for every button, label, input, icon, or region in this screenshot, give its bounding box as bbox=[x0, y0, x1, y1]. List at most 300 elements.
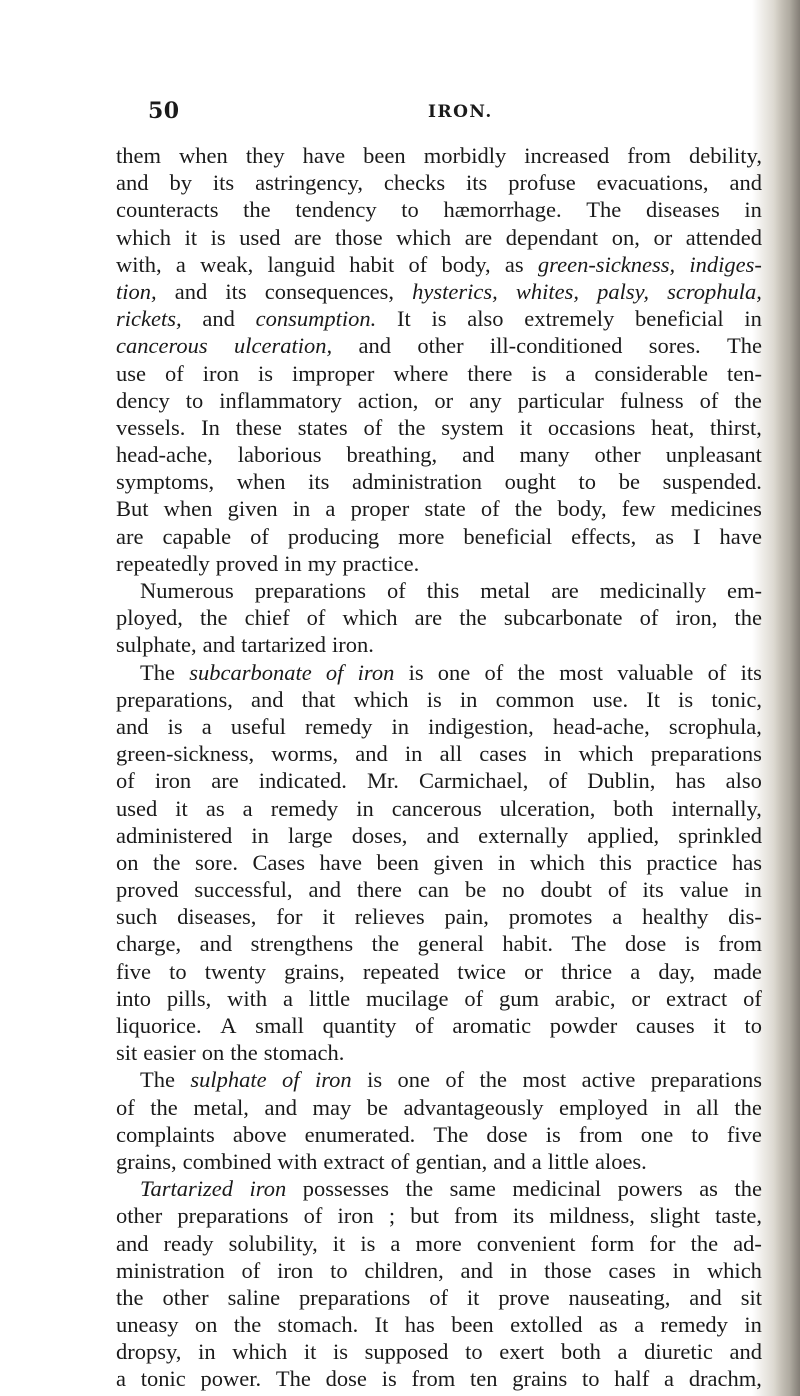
word: other bbox=[594, 442, 641, 468]
word: the bbox=[398, 414, 426, 440]
text-line bbox=[116, 659, 762, 686]
word: is bbox=[333, 1339, 349, 1365]
word: few bbox=[621, 496, 656, 522]
word: when bbox=[236, 469, 286, 495]
word: both bbox=[560, 1339, 601, 1365]
word: and bbox=[264, 1094, 297, 1120]
word: one bbox=[397, 1067, 430, 1093]
word: employed bbox=[559, 1094, 648, 1120]
word: is bbox=[426, 686, 442, 712]
word: suspended. bbox=[662, 469, 762, 495]
word: given bbox=[433, 849, 484, 875]
italic-word: whites, bbox=[515, 278, 580, 304]
word: its bbox=[308, 469, 330, 495]
word: in bbox=[198, 1339, 216, 1365]
word: in bbox=[391, 713, 410, 739]
word: and bbox=[462, 442, 495, 468]
word: be bbox=[618, 469, 640, 495]
word: other bbox=[162, 1284, 209, 1310]
word: common bbox=[495, 686, 575, 712]
word: a bbox=[390, 1230, 401, 1256]
text-line bbox=[116, 713, 762, 740]
word: is bbox=[408, 659, 424, 685]
word: ministration bbox=[116, 1257, 225, 1283]
word: has bbox=[404, 1312, 435, 1338]
word: in bbox=[672, 1257, 691, 1283]
text-line bbox=[116, 1202, 762, 1229]
word: medicinal bbox=[512, 1176, 602, 1202]
word: there bbox=[467, 360, 513, 386]
word: or bbox=[631, 985, 651, 1011]
word: from bbox=[454, 1203, 498, 1229]
word: in bbox=[356, 795, 374, 821]
word: It bbox=[646, 686, 660, 712]
word: when bbox=[163, 496, 213, 522]
word: chief bbox=[244, 605, 290, 631]
word: Dublin, bbox=[587, 768, 656, 794]
word: the bbox=[150, 1094, 178, 1120]
word: have bbox=[302, 143, 346, 168]
word: internally, bbox=[671, 795, 762, 821]
word: its bbox=[466, 170, 488, 196]
word: strengthens bbox=[250, 931, 354, 957]
word: five bbox=[726, 1121, 762, 1147]
italic-word: cancerous bbox=[116, 333, 208, 359]
word: in bbox=[744, 306, 762, 332]
word: combined bbox=[182, 1148, 272, 1174]
word: and bbox=[308, 877, 341, 903]
text-line bbox=[116, 631, 762, 658]
word: are bbox=[551, 578, 579, 603]
word: hæmorrhage. bbox=[443, 197, 562, 223]
word: The bbox=[140, 1067, 175, 1093]
word: and bbox=[116, 713, 149, 739]
word: ulceration, bbox=[499, 795, 596, 821]
word: of bbox=[707, 659, 727, 685]
word: those bbox=[544, 1257, 592, 1283]
word: ployed, bbox=[116, 605, 183, 631]
word: there bbox=[356, 877, 402, 903]
word: its bbox=[642, 877, 664, 903]
word: one bbox=[437, 659, 471, 685]
word: occasions bbox=[547, 414, 636, 440]
word: debility, bbox=[689, 143, 762, 168]
word: preparations bbox=[650, 741, 762, 767]
word: and bbox=[426, 822, 459, 848]
text-line bbox=[116, 903, 762, 930]
word: iron, bbox=[675, 605, 718, 631]
word: on, bbox=[611, 224, 640, 250]
word: from bbox=[578, 1121, 623, 1147]
word: is bbox=[431, 306, 447, 332]
word: small bbox=[255, 1013, 304, 1038]
word: it bbox=[322, 904, 335, 930]
word: and bbox=[202, 306, 235, 332]
word: dis- bbox=[728, 904, 762, 930]
word: sit bbox=[116, 1040, 138, 1066]
word: its bbox=[740, 659, 762, 685]
italic-word: palsy, bbox=[597, 278, 650, 304]
word: ten- bbox=[727, 360, 762, 386]
word: arabic, bbox=[554, 985, 616, 1011]
word: power. bbox=[200, 1366, 262, 1392]
word: green-sickness, bbox=[116, 741, 255, 767]
word: of bbox=[241, 1257, 261, 1283]
word: the bbox=[233, 1312, 262, 1338]
word: of bbox=[363, 414, 383, 440]
word: doubt bbox=[540, 877, 592, 903]
word: mucilage bbox=[366, 985, 449, 1011]
italic-word: consumption. bbox=[255, 306, 377, 332]
word: has bbox=[731, 849, 762, 875]
word: its bbox=[225, 278, 247, 304]
text-line bbox=[116, 387, 762, 414]
word: grains, bbox=[284, 958, 345, 984]
word: or bbox=[653, 224, 673, 250]
word: iron bbox=[337, 1203, 374, 1229]
word: But bbox=[116, 496, 149, 522]
word: Cases bbox=[252, 849, 306, 875]
word: has bbox=[675, 768, 706, 794]
word: preparations bbox=[254, 578, 366, 603]
text-line bbox=[116, 550, 762, 577]
text-line bbox=[116, 1365, 762, 1392]
word: in bbox=[744, 197, 762, 223]
word: particular bbox=[517, 387, 604, 413]
word: are bbox=[294, 224, 322, 250]
text-line bbox=[116, 495, 762, 522]
text-line bbox=[116, 876, 762, 903]
word: dose bbox=[486, 1121, 528, 1147]
word: of bbox=[303, 1203, 323, 1229]
word: it bbox=[175, 795, 188, 821]
text-line bbox=[116, 142, 762, 169]
word: states bbox=[297, 414, 348, 440]
word: general bbox=[417, 931, 484, 957]
word: of bbox=[445, 1067, 465, 1093]
word: to bbox=[185, 387, 204, 413]
text-line bbox=[116, 1338, 762, 1365]
word: a bbox=[242, 795, 253, 821]
page-edge-shadow bbox=[774, 0, 800, 1396]
word: charge, bbox=[116, 931, 182, 957]
text-line bbox=[116, 523, 762, 550]
text-line bbox=[116, 686, 762, 713]
word: a bbox=[283, 985, 294, 1011]
running-head: IRON. bbox=[428, 102, 493, 122]
italic-word: sulphate bbox=[190, 1067, 267, 1093]
word: saline bbox=[227, 1284, 281, 1310]
word: in bbox=[543, 741, 562, 767]
word: effects, bbox=[571, 523, 637, 549]
word: more bbox=[398, 523, 445, 549]
word: in bbox=[663, 1094, 681, 1120]
text-line bbox=[116, 1012, 762, 1039]
word: five bbox=[116, 958, 151, 984]
word: consequences, bbox=[264, 278, 395, 304]
word: which bbox=[353, 686, 409, 712]
word: causes bbox=[635, 1013, 695, 1038]
word: in bbox=[404, 741, 423, 767]
word: repeated bbox=[362, 958, 440, 984]
word: supposed bbox=[364, 1339, 449, 1365]
word: producing bbox=[287, 523, 380, 549]
word: been bbox=[363, 143, 406, 168]
word: metal bbox=[480, 578, 531, 603]
word: of bbox=[484, 659, 504, 685]
word: in bbox=[497, 849, 516, 875]
word: it bbox=[303, 1339, 317, 1365]
word: of bbox=[464, 985, 484, 1011]
word: counteracts bbox=[116, 197, 219, 223]
word: both bbox=[613, 795, 654, 821]
word: been bbox=[451, 1312, 494, 1338]
word: and bbox=[116, 1230, 149, 1256]
word: preparations bbox=[299, 1284, 411, 1310]
italic-word: Tartarized bbox=[140, 1176, 233, 1202]
word: the bbox=[479, 1067, 508, 1093]
text-line bbox=[116, 1230, 762, 1257]
word: of bbox=[164, 360, 184, 386]
word: a bbox=[175, 251, 186, 277]
word: it bbox=[466, 1284, 480, 1310]
word: and bbox=[355, 741, 388, 767]
word: with, bbox=[116, 251, 162, 277]
word: It bbox=[374, 1312, 389, 1338]
word: system bbox=[441, 414, 504, 440]
italic-word: iron bbox=[314, 1067, 352, 1093]
word: fulness bbox=[619, 387, 684, 413]
word: Carmichael, bbox=[419, 768, 529, 794]
word: healthy bbox=[642, 904, 709, 930]
word: of bbox=[387, 578, 406, 603]
word: of bbox=[548, 768, 568, 794]
word: this bbox=[599, 849, 632, 875]
word: of bbox=[743, 985, 762, 1011]
word: it bbox=[332, 1230, 346, 1256]
word: proved bbox=[116, 877, 179, 903]
word: worms, bbox=[271, 741, 339, 767]
word: to bbox=[582, 1366, 600, 1392]
word: in bbox=[744, 877, 762, 903]
word: checks bbox=[383, 170, 446, 196]
word: this bbox=[426, 578, 460, 603]
word: increased bbox=[524, 143, 610, 168]
text-line bbox=[116, 795, 762, 822]
word: iron bbox=[202, 360, 239, 386]
word: sit bbox=[740, 1284, 762, 1310]
word: possesses bbox=[302, 1176, 390, 1202]
word: successful, bbox=[194, 877, 293, 903]
word: form bbox=[590, 1230, 635, 1256]
text-line bbox=[116, 1311, 762, 1338]
word: indicated. bbox=[258, 768, 347, 794]
text-line bbox=[116, 169, 762, 196]
text-line bbox=[116, 441, 762, 468]
word: of bbox=[429, 1284, 448, 1310]
word: the bbox=[371, 931, 400, 957]
word: many bbox=[519, 442, 570, 468]
word: of bbox=[306, 605, 326, 631]
word: children, bbox=[364, 1257, 444, 1283]
word: twice bbox=[457, 958, 506, 984]
word: also bbox=[725, 768, 762, 794]
word: mildness, bbox=[549, 1203, 635, 1229]
word: and bbox=[116, 170, 149, 196]
word: diseases bbox=[645, 197, 720, 223]
word: more bbox=[415, 1230, 462, 1256]
word: extract bbox=[666, 985, 728, 1011]
word: on bbox=[201, 1040, 225, 1066]
word: sprinkled bbox=[678, 822, 762, 848]
word: medicinally bbox=[599, 578, 706, 603]
word: sores. bbox=[648, 333, 701, 359]
text-line bbox=[116, 604, 762, 631]
word: scrophula, bbox=[668, 713, 762, 739]
word: the bbox=[152, 849, 181, 875]
word: ought bbox=[504, 469, 556, 495]
word: same bbox=[449, 1176, 496, 1202]
word: exert bbox=[499, 1339, 545, 1365]
word: used bbox=[116, 795, 158, 821]
word: Mr. bbox=[367, 768, 399, 794]
word: complaints bbox=[116, 1121, 215, 1147]
word: pills, bbox=[166, 985, 212, 1011]
word: the bbox=[405, 1176, 434, 1202]
word: dependant bbox=[505, 224, 599, 250]
word: be bbox=[464, 877, 487, 903]
word: is bbox=[684, 931, 700, 957]
word: and bbox=[493, 1148, 526, 1174]
word: in bbox=[459, 686, 478, 712]
word: the bbox=[116, 1284, 144, 1310]
word: value bbox=[679, 877, 729, 903]
word: administered bbox=[116, 822, 233, 848]
word: morbidly bbox=[423, 143, 507, 168]
word: aromatic bbox=[452, 1013, 532, 1038]
word: for bbox=[276, 904, 303, 930]
word: administration bbox=[352, 469, 483, 495]
word: my bbox=[307, 550, 337, 576]
word: any bbox=[469, 387, 502, 413]
word: The bbox=[727, 333, 762, 359]
word: medicines bbox=[670, 496, 762, 522]
word: extremely bbox=[524, 306, 615, 332]
word: head-ache, bbox=[116, 442, 213, 468]
word: powers bbox=[617, 1176, 683, 1202]
word: ; bbox=[388, 1203, 396, 1229]
word: also bbox=[467, 306, 504, 332]
text-line bbox=[116, 360, 762, 387]
italic-word: rickets, bbox=[116, 306, 182, 332]
text-line bbox=[116, 767, 762, 794]
text-line bbox=[116, 1121, 762, 1148]
italic-word: scrophula, bbox=[667, 278, 762, 304]
word: can bbox=[417, 877, 450, 903]
word: to bbox=[330, 1257, 348, 1283]
word: from bbox=[627, 143, 671, 168]
word: such bbox=[116, 904, 158, 930]
word: proved bbox=[215, 550, 279, 576]
word: day, bbox=[658, 958, 696, 984]
word: its bbox=[512, 1203, 535, 1229]
word: prove bbox=[498, 1284, 550, 1310]
word: state bbox=[424, 496, 466, 522]
italic-word: green-sickness, bbox=[537, 251, 676, 277]
word: head-ache, bbox=[552, 713, 650, 739]
word: which bbox=[706, 1257, 762, 1283]
text-line bbox=[116, 224, 762, 251]
word: is bbox=[678, 686, 694, 712]
word: as bbox=[699, 1176, 718, 1202]
word: inflammatory bbox=[219, 387, 342, 413]
word: and bbox=[689, 1284, 722, 1310]
word: tendency bbox=[295, 197, 377, 223]
word: dose bbox=[325, 1366, 367, 1392]
word: above bbox=[232, 1121, 287, 1147]
word: doses, bbox=[351, 822, 408, 848]
word: pain, bbox=[444, 904, 489, 930]
word: of bbox=[250, 523, 269, 549]
page-number: 50 bbox=[148, 98, 180, 124]
text-line bbox=[116, 196, 762, 223]
word: use. bbox=[592, 686, 629, 712]
word: is bbox=[360, 1230, 376, 1256]
text-line bbox=[116, 251, 762, 278]
word: considerable bbox=[594, 360, 709, 386]
word: of bbox=[639, 605, 659, 631]
word: valuable bbox=[617, 659, 694, 685]
word: The bbox=[140, 659, 175, 685]
word: habit bbox=[349, 251, 395, 277]
word: tonic, bbox=[711, 686, 762, 712]
word: remedy bbox=[660, 1312, 728, 1338]
word: extract bbox=[323, 1148, 385, 1174]
word: unpleasant bbox=[665, 442, 762, 468]
word: tonic bbox=[140, 1366, 186, 1392]
word: iron bbox=[154, 768, 192, 794]
text-line bbox=[116, 822, 762, 849]
italic-word: ulceration, bbox=[234, 333, 333, 359]
word: iron. bbox=[332, 632, 374, 658]
word: when bbox=[179, 143, 228, 168]
body-text bbox=[116, 142, 762, 1393]
word: vessels. bbox=[116, 414, 186, 440]
word: all bbox=[696, 1094, 719, 1120]
word: is bbox=[367, 1067, 383, 1093]
word: ten bbox=[469, 1366, 498, 1392]
word: from bbox=[411, 1366, 456, 1392]
word: advantageously bbox=[403, 1094, 544, 1120]
word: extolled bbox=[510, 1312, 583, 1338]
word: given bbox=[227, 496, 278, 522]
word: promotes bbox=[508, 904, 593, 930]
word: of bbox=[116, 768, 135, 794]
word: The bbox=[586, 197, 622, 223]
page-header bbox=[148, 98, 760, 130]
word: The bbox=[275, 1366, 311, 1392]
word: capable bbox=[162, 523, 232, 549]
word: have bbox=[319, 849, 362, 875]
text-line bbox=[116, 1257, 762, 1284]
word: the bbox=[230, 1040, 258, 1066]
word: a bbox=[201, 713, 212, 739]
word: are bbox=[116, 523, 144, 549]
word: Numerous bbox=[140, 578, 234, 603]
word: cases bbox=[608, 1257, 656, 1283]
word: attended bbox=[685, 224, 762, 250]
word: large bbox=[288, 822, 333, 848]
